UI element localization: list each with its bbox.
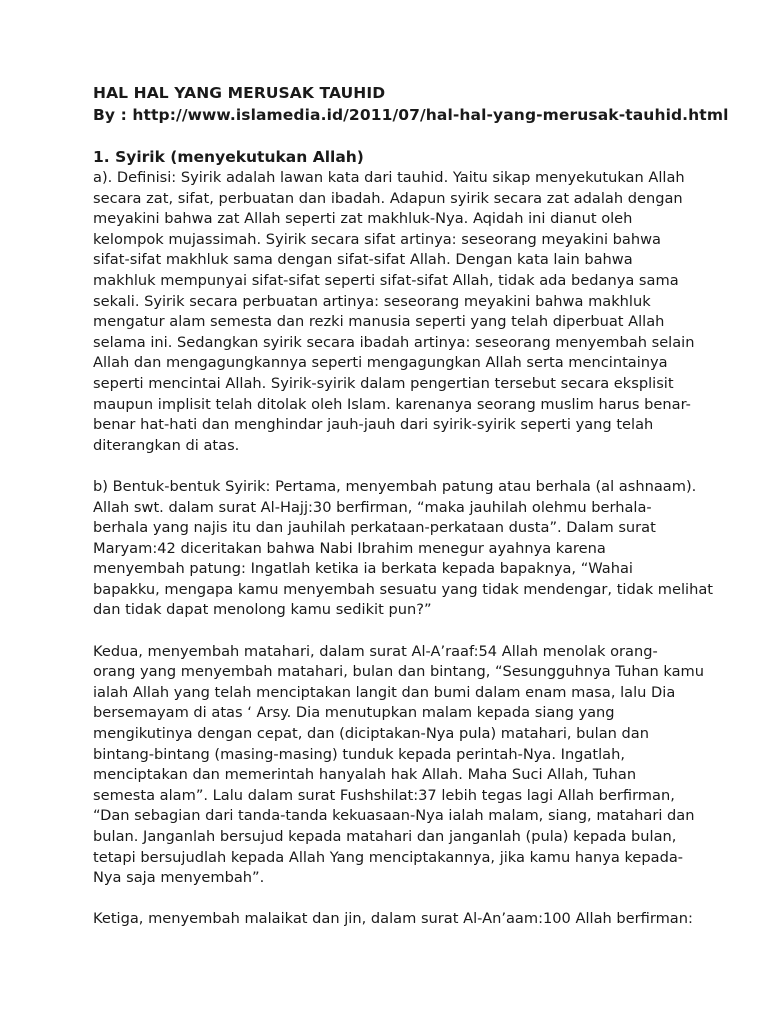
text-line: a). Definisi: Syirik adalah lawan kata dari tauhid. Yaitu sikap menyekutukan Allah: [93, 169, 685, 186]
spacer: [93, 889, 698, 910]
text-line: mengikutinya dengan cepat, dan (diciptakan-Nya pula) matahari, bulan dan: [93, 725, 650, 743]
text-line: Allah dan mengagungkannya seperti mengagungkan Allah serta mencintainya: [93, 354, 668, 372]
text-line: maupun implisit telah ditolak oleh Islam. karenanya seorang muslim harus benar-: [93, 395, 691, 413]
spacer: [93, 621, 698, 642]
text-line: seperti mencintai Allah. Syirik-syirik dalam pengertian tersebut secara eksplisit: [93, 374, 674, 392]
spacer: [93, 456, 698, 477]
text-line: makhluk mempunyai sifat-sifat seperti sifat-sifat Allah, tidak ada bedanya sama: [93, 271, 679, 289]
text-line: Maryam:42 diceritakan bahwa Nabi Ibrahim menegur ayahnya karena: [93, 539, 606, 557]
text-line: Nya saja menyembah”.: [93, 869, 265, 887]
section-heading: 1. Syirik (menyekutukan Allah): [93, 148, 364, 166]
text-line: secara zat, sifat, perbuatan dan ibadah. Adapun syirik secara zat adalah dengan: [93, 189, 683, 207]
text-line: benar hat-hati dan menghindar jauh-jauh dari syirik-syirik seperti yang telah: [93, 416, 654, 434]
text-line: mengatur alam semesta dan rezki manusia seperti yang telah diperbuat Allah: [93, 313, 665, 331]
text-line: selama ini. Sedangkan syirik secara ibadah artinya: seseorang menyembah selain: [93, 333, 695, 351]
text-line: orang yang menyembah matahari, bulan dan bintang, “Sesungguhnya Tuhan kamu: [93, 663, 705, 681]
text-line: ialah Allah yang telah menciptakan langit dan bumi dalam enam masa, lalu Dia: [93, 683, 676, 701]
text-line: menciptakan dan memerintah hanyalah hak Allah. Maha Suci Allah, Tuhan: [93, 766, 637, 784]
text-line: b) Bentuk-bentuk Syirik: Pertama, menyembah patung atau berhala (al ashnaam).: [93, 477, 697, 495]
text-line: berhala yang najis itu dan jauhilah perkataan-perkataan dusta”. Dalam surat: [93, 519, 656, 537]
text-line: semesta alam”. Lalu dalam surat Fushshilat:37 lebih tegas lagi Allah berfirman,: [93, 786, 675, 804]
paragraph-second: [93, 642, 705, 889]
paragraph-definition: [93, 168, 698, 456]
spacer: [93, 126, 698, 146]
paragraph-forms: [93, 477, 714, 621]
text-line: bulan. Janganlah bersujud kepada matahari dan janganlah (pula) kepada bulan,: [93, 828, 677, 845]
text-line: Allah swt. dalam surat Al-Hajj:30 berfirman, “maka jauhilah olehmu berhala-: [93, 498, 652, 516]
document-byline: By : http://www.islamedia.id/2011/07/hal-hal-yang-merusak-tauhid.html: [93, 106, 729, 124]
text-line: tetapi bersujudlah kepada Allah Yang menciptakannya, jika kamu hanya kepada-: [93, 848, 684, 866]
text-line: diterangkan di atas.: [93, 436, 240, 454]
text-line: sifat-sifat makhluk sama dengan sifat-sifat Allah. Dengan kata lain bahwa: [93, 251, 633, 269]
text-line: menyembah patung: Ingatlah ketika ia berkata kepada bapaknya, “Wahai: [93, 560, 633, 578]
text-line: bintang-bintang (masing-masing) tunduk kepada perintah-Nya. Ingatlah,: [93, 745, 626, 763]
text-line: Kedua, menyembah matahari, dalam surat Al-A’raaf:54 Allah menolak orang-: [93, 642, 658, 660]
paragraph-third: [93, 909, 698, 930]
text-line: bersemayam di atas ‘ Arsy. Dia menutupkan malam kepada siang yang: [93, 704, 615, 722]
text-line: meyakini bahwa zat Allah seperti zat makhluk-Nya. Aqidah ini dianut oleh: [93, 210, 633, 228]
text-line: Ketiga, menyembah malaikat dan jin, dalam surat Al-An’aam:100 Allah berfirman:: [93, 910, 693, 928]
text-line: kelompok mujassimah. Syirik secara sifat artinya: seseorang meyakini bahwa: [93, 230, 661, 248]
text-line: bapakku, mengapa kamu menyembah sesuatu yang tidak mendengar, tidak melihat: [93, 580, 714, 598]
text-line: dan tidak dapat menolong kamu sedikit pun?”: [93, 601, 432, 619]
text-line: “Dan sebagian dari tanda-tanda kekuasaan-Nya ialah malam, siang, matahari dan: [93, 807, 695, 825]
document-title: HAL HAL YANG MERUSAK TAUHID: [93, 84, 386, 102]
text-line: sekali. Syirik secara perbuatan artinya: seseorang meyakini bahwa makhluk: [93, 292, 651, 310]
